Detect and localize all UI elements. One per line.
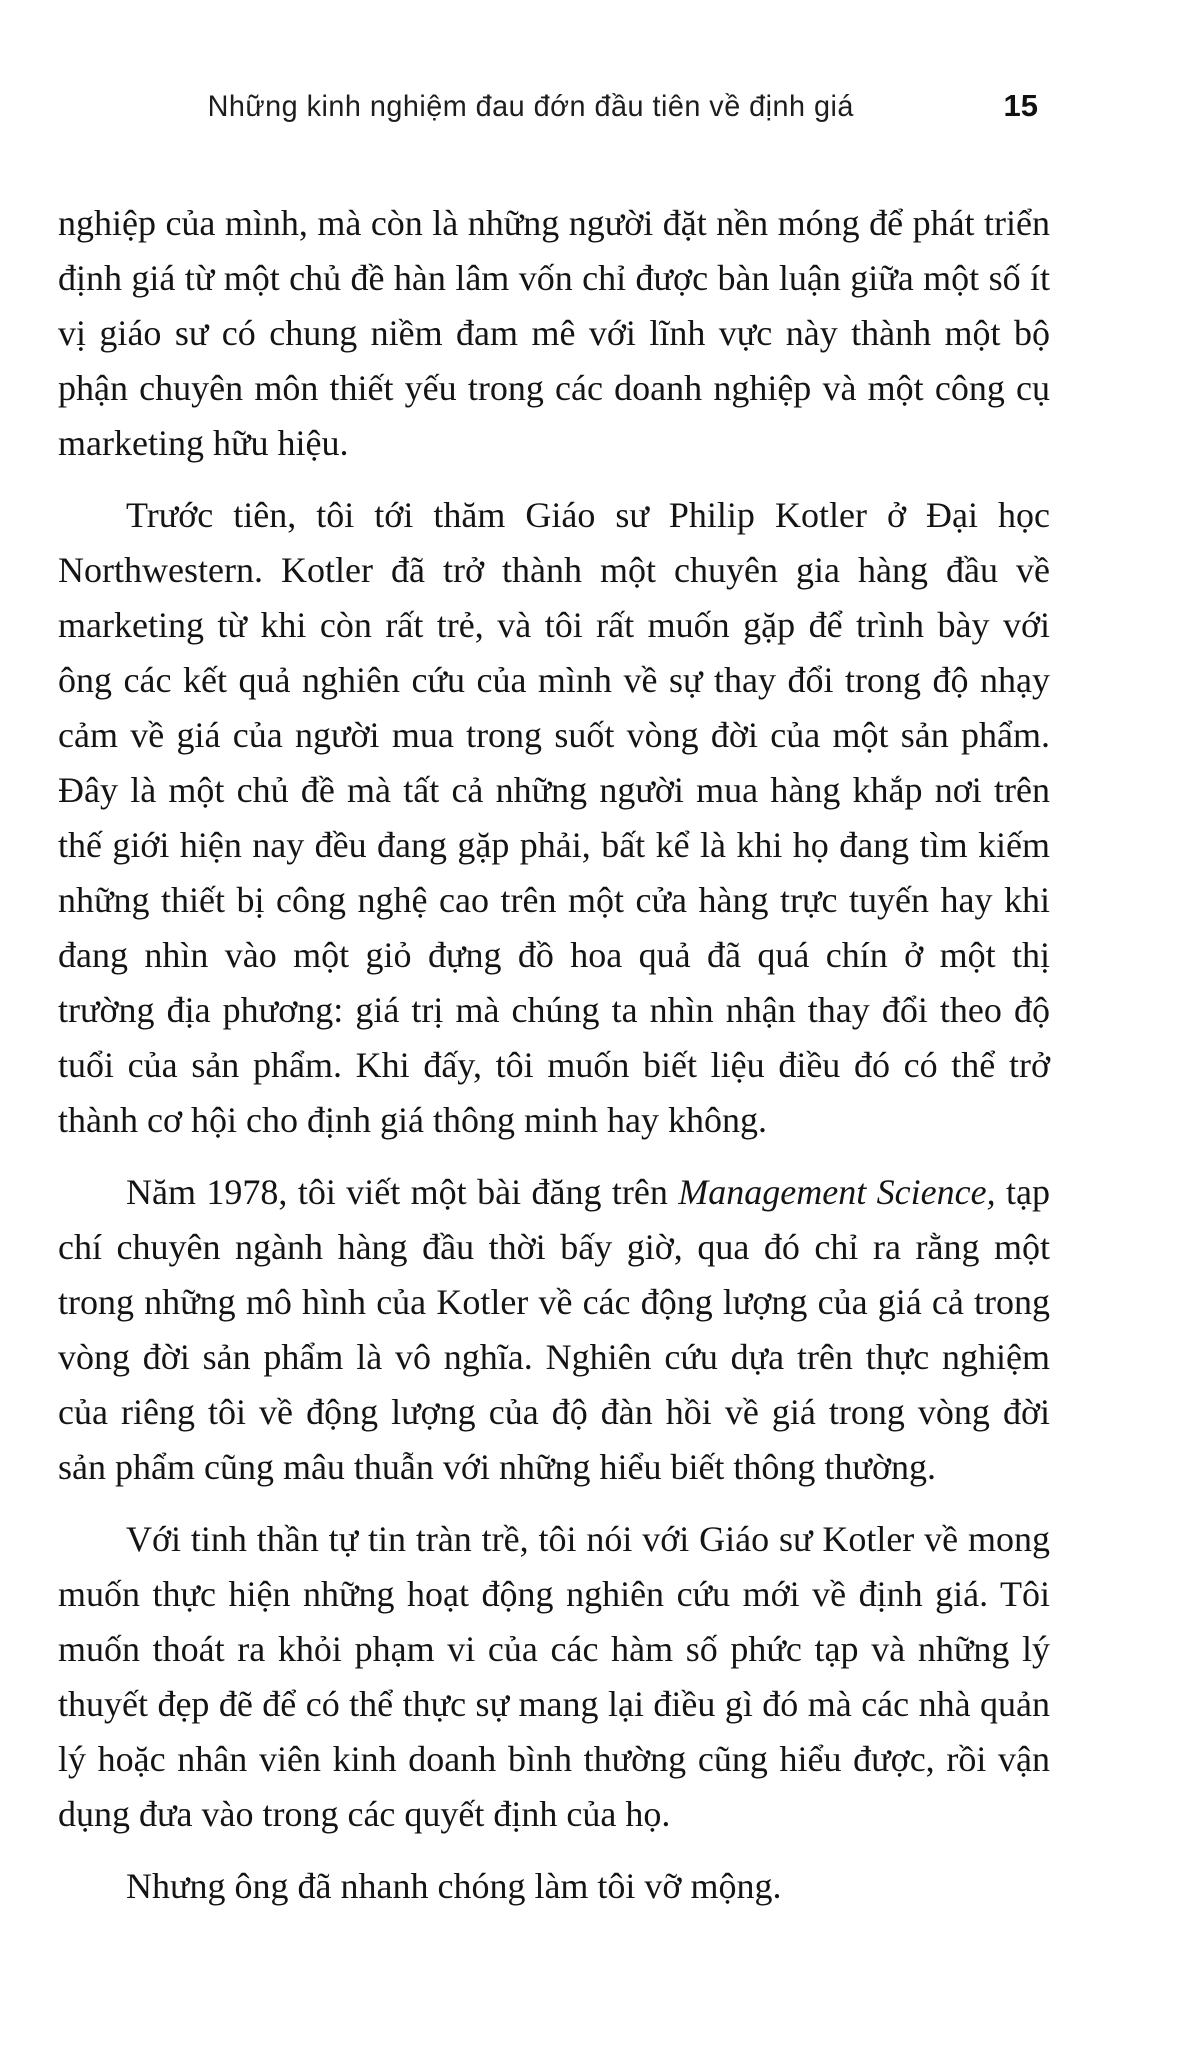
paragraph [58, 1859, 1050, 1914]
running-header [58, 88, 1050, 124]
paragraph [58, 488, 1050, 1148]
text-run: Trước tiên, tôi tới thăm Giáo sư Philip Kotler ở Đại học Northwestern. Kotler đã trở thành một chuyên gia hàng đầu về marketing từ khi còn rất trẻ, và tôi rất muốn gặp để trình bày với ông các kết quả nghiên cứu của mình về sự thay đổi trong độ nhạy cảm về giá của người mua trong suốt vòng đời của một sản phẩm. Đây là một chủ đề mà tất cả những người mua hàng khắp nơi trên thế giới hiện nay đều đang gặp phải, bất kể là khi họ đang tìm kiếm những thiết bị công nghệ cao trên một cửa hàng trực tuyến hay khi đang nhìn vào một giỏ đựng đồ hoa quả đã quá chín ở một thị trường địa phương: giá trị mà chúng ta nhìn nhận thay đổi theo độ tuổi của sản phẩm. Khi đấy, tôi muốn biết liệu điều đó có thể trở thành cơ hội cho định giá thông minh hay không. [58, 495, 1050, 1140]
running-title: Những kinh nghiệm đau đớn đầu tiên về định giá [207, 90, 854, 123]
paragraph [58, 196, 1050, 471]
text-run: Năm 1978, tôi viết một bài đăng trên [126, 1172, 679, 1212]
text-run: Nhưng ông đã nhanh chóng làm tôi vỡ mộng. [126, 1866, 782, 1906]
text-run: Với tinh thần tự tin tràn trề, tôi nói với Giáo sư Kotler về mong muốn thực hiện những hoạt động nghiên cứu mới về định giá. Tôi muốn thoát ra khỏi phạm vi của các hàm số phức tạp và những lý thuyết đẹp đẽ để có thể thực sự mang lại điều gì đó mà các nhà quản lý hoặc nhân viên kinh doanh bình thường cũng hiểu được, rồi vận dụng đưa vào trong các quyết định của họ. [58, 1519, 1050, 1834]
text-run: tạp chí chuyên ngành hàng đầu thời bấy giờ, qua đó chỉ ra rằng một trong những mô hình của Kotler về các động lượng của giá cả trong vòng đời sản phẩm là vô nghĩa. Nghiên cứu dựa trên thực nghiệm của riêng tôi về động lượng của độ đàn hồi về giá trong vòng đời sản phẩm cũng mâu thuẫn với những hiểu biết thông thường. [58, 1172, 1050, 1487]
paragraph [58, 1512, 1050, 1842]
text-run: nghiệp của mình, mà còn là những người đặt nền móng để phát triển định giá từ một chủ đề hàn lâm vốn chỉ được bàn luận giữa một số ít vị giáo sư có chung niềm đam mê với lĩnh vực này thành một bộ phận chuyên môn thiết yếu trong các doanh nghiệp và một công cụ marketing hữu hiệu. [58, 203, 1050, 463]
paragraph [58, 1165, 1050, 1495]
text-run-italic: Management Science, [678, 1172, 996, 1212]
page-body [58, 196, 1050, 1931]
page-number: 15 [1003, 88, 1038, 123]
